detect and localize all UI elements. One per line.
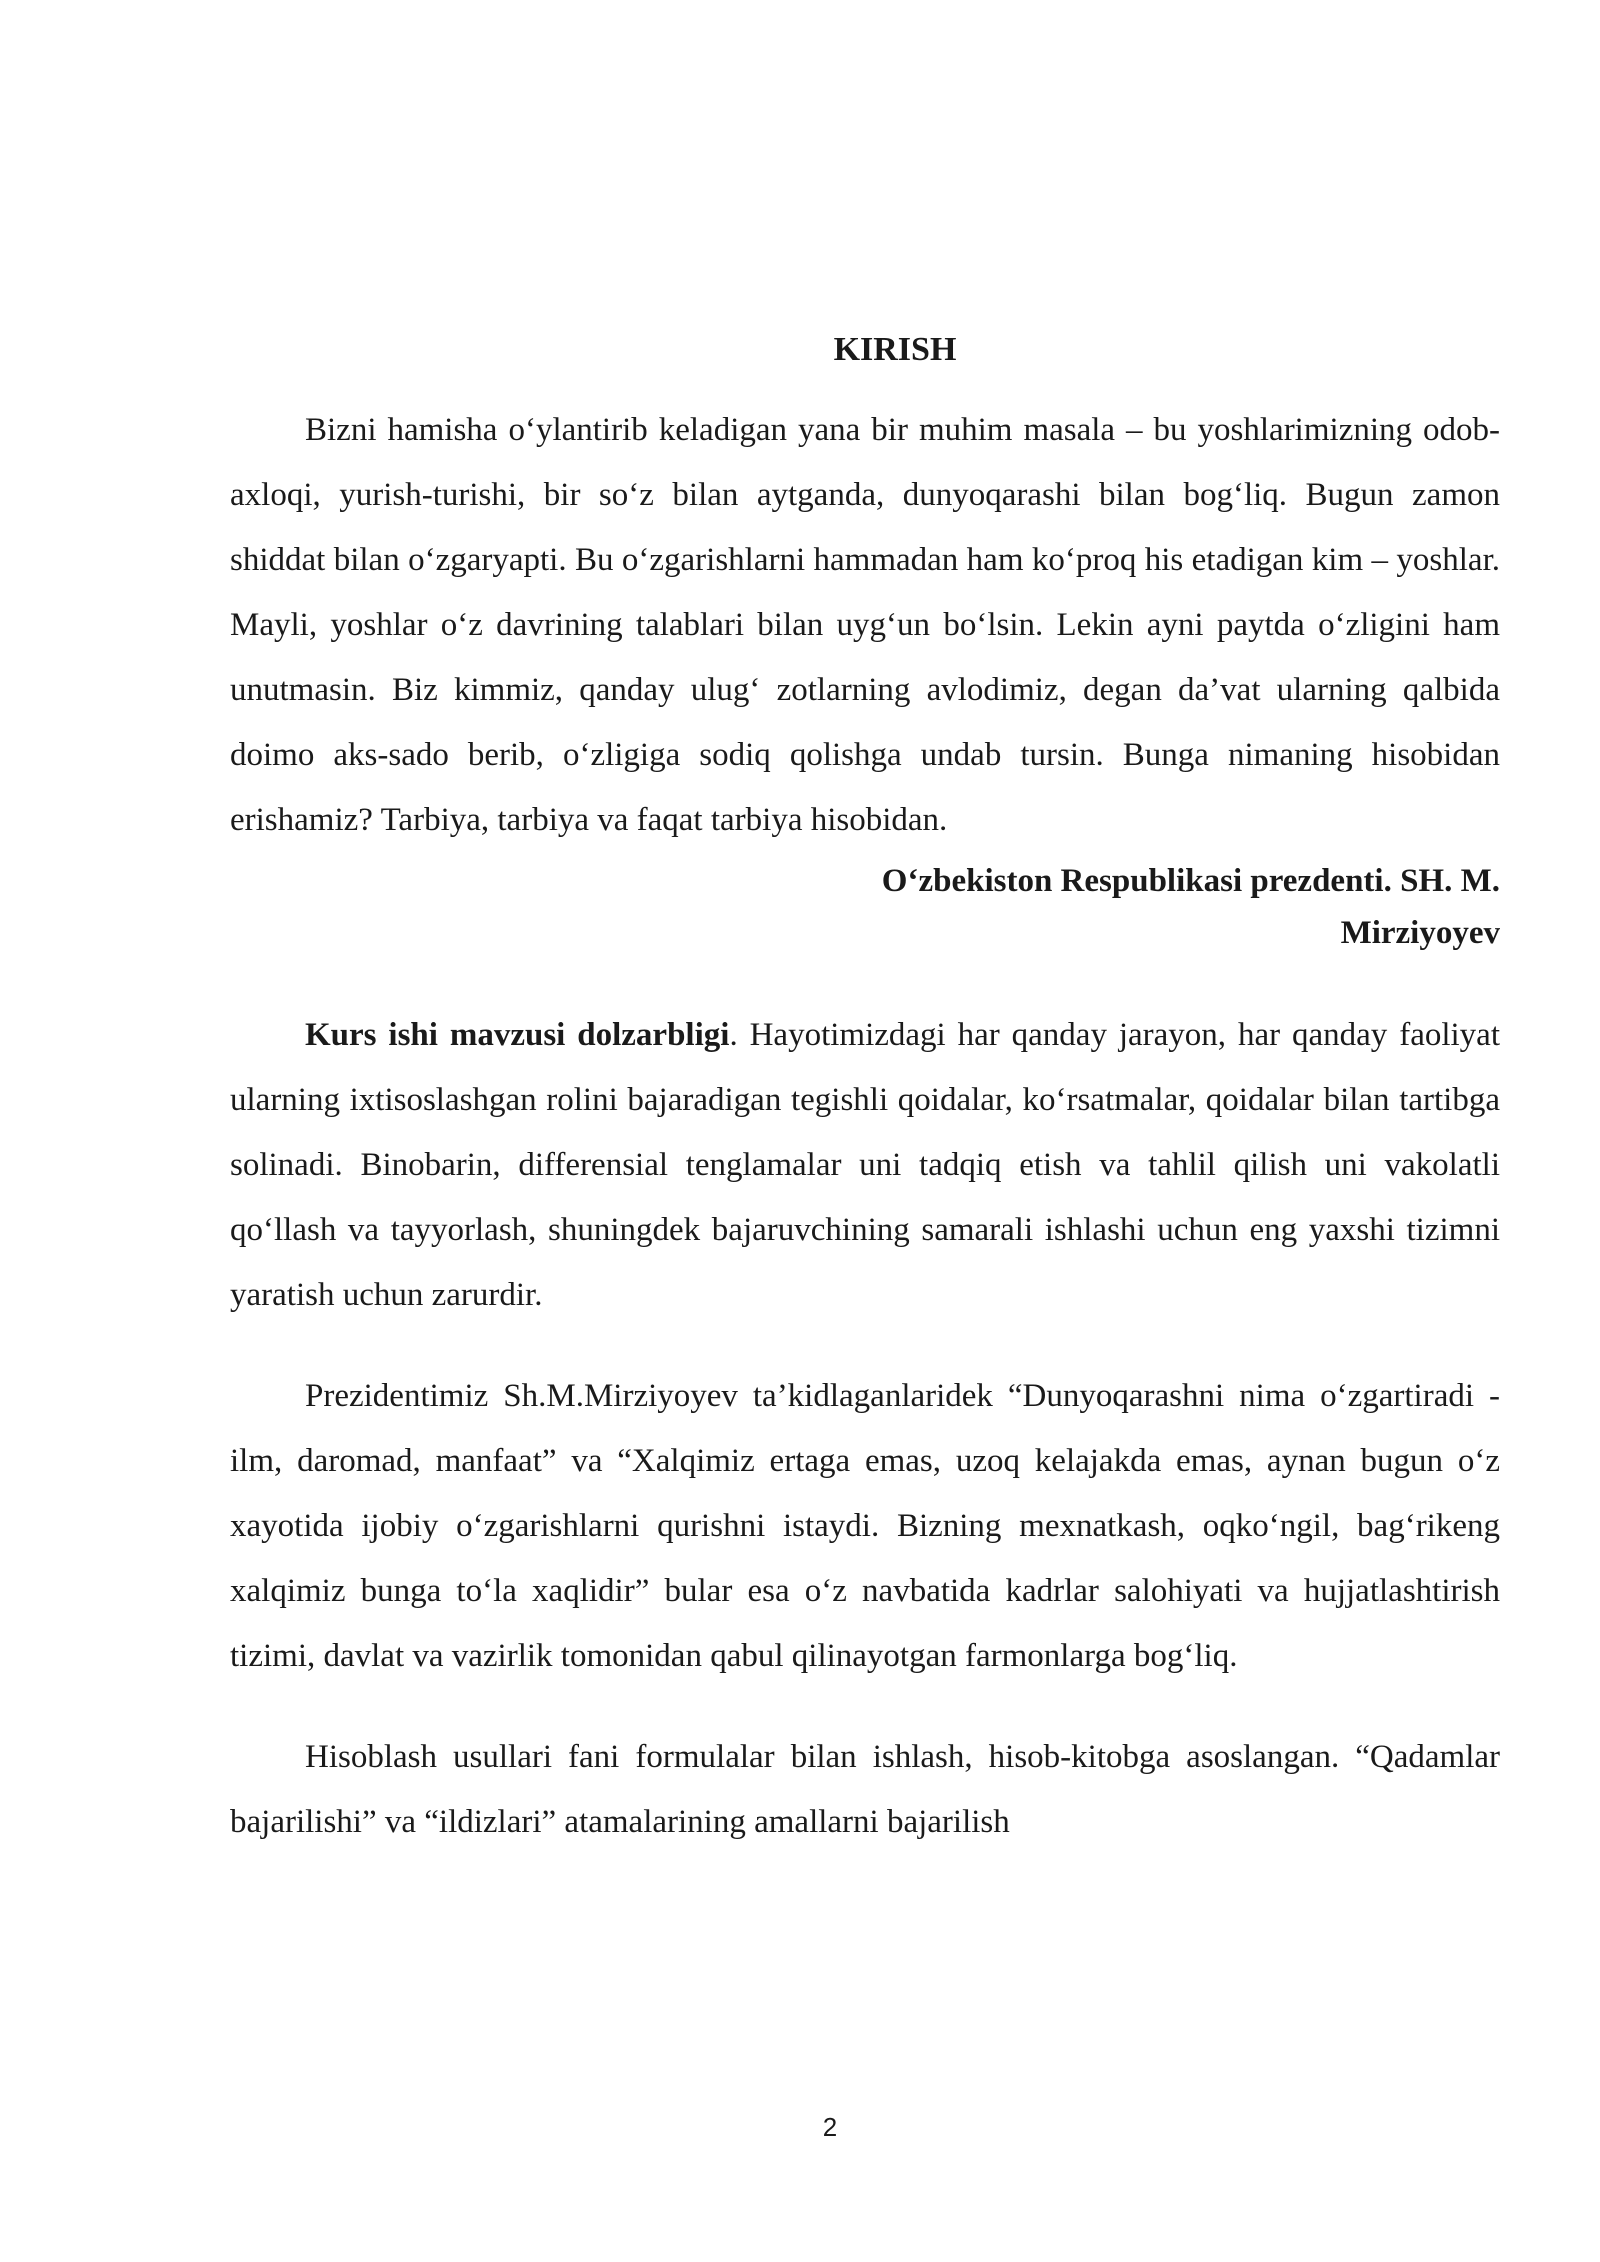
page-content — [230, 320, 1500, 1855]
section-heading: KIRISH — [833, 331, 957, 368]
epigraph-paragraph: Bizni hamisha o‘ylantirib keladigan yana bir muhim masala – bu yoshlarimizning odob-axloqi, yurish-turishi, bir so‘z bilan aytganda, dunyoqarashi bilan bog‘liq. Bugun zamon shiddat bilan o‘zgaryapti. Bu o‘zgarishlarni hammadan ham ko‘proq his etadigan kim – yoshlar. Mayli, yoshlar o‘z davrining talablari bilan uyg‘un bo‘lsin. Lekin ayni paytda o‘zligini ham unutmasin. Biz kimmiz, qanday ulug‘ zotlarning avlodimiz, degan da’vat ularning qalbida doimo aks-sado berib, o‘zligiga sodiq qolishga undab tursin. Bunga nimaning hisobidan erishamiz? Tarbiya, tarbiya va faqat tarbiya hisobidan. — [230, 412, 1500, 838]
relevance-paragraph — [230, 1003, 1500, 1328]
page-number: 2 — [822, 2112, 838, 2142]
relevance-text: . Hayotimizdagi har qanday jarayon, har qanday faoliyat ularning ixtisoslashgan rolini bajaradigan tegishli qoidalar, ko‘rsatmalar, qoidalar bilan tartibga solinadi. Binobarin, differensial tenglamalar uni tadqiq etish va tahlil qilish uni vakolatli qo‘llash va tayyorlash, shuningdek bajaruvchining samarali ishlashi uchun eng yaxshi tizimni yaratish uchun zarurdir. — [230, 1017, 1500, 1313]
relevance-lead: Kurs ishi mavzusi dolzarbligi — [305, 1017, 730, 1053]
epigraph-attribution: O‘zbekiston Respublikasi prezdenti. SH. M. Mirziyoyev — [881, 863, 1500, 951]
body-paragraph-3: Hisoblash usullari fani formulalar bilan ishlash, hisob-kitobga asoslangan. “Qadamlar bajarilishi” va “ildizlari” atamalarining amallarni bajarilish — [230, 1739, 1500, 1840]
epigraph-attribution-block — [230, 853, 1500, 959]
body-paragraph-2: Prezidentimiz Sh.M.Mirziyoyev ta’kidlaganlaridek “Dunyoqarashni nima o‘zgartiradi - ilm, daromad, manfaat” va “Xalqimiz ertaga emas, uzoq kelajakda emas, aynan bugun o‘z xayotida ijobiy o‘zgarishlarni qurishni istaydi. Bizning mexnatkash, oqko‘ngil, bag‘rikeng xalqimiz bunga to‘la xaqlidir” bular esa o‘z navbatida kadrlar salohiyati va hujjatlashtirish tizimi, davlat va vazirlik tomonidan qabul qilinayotgan farmonlarga bog‘liq. — [230, 1378, 1500, 1674]
